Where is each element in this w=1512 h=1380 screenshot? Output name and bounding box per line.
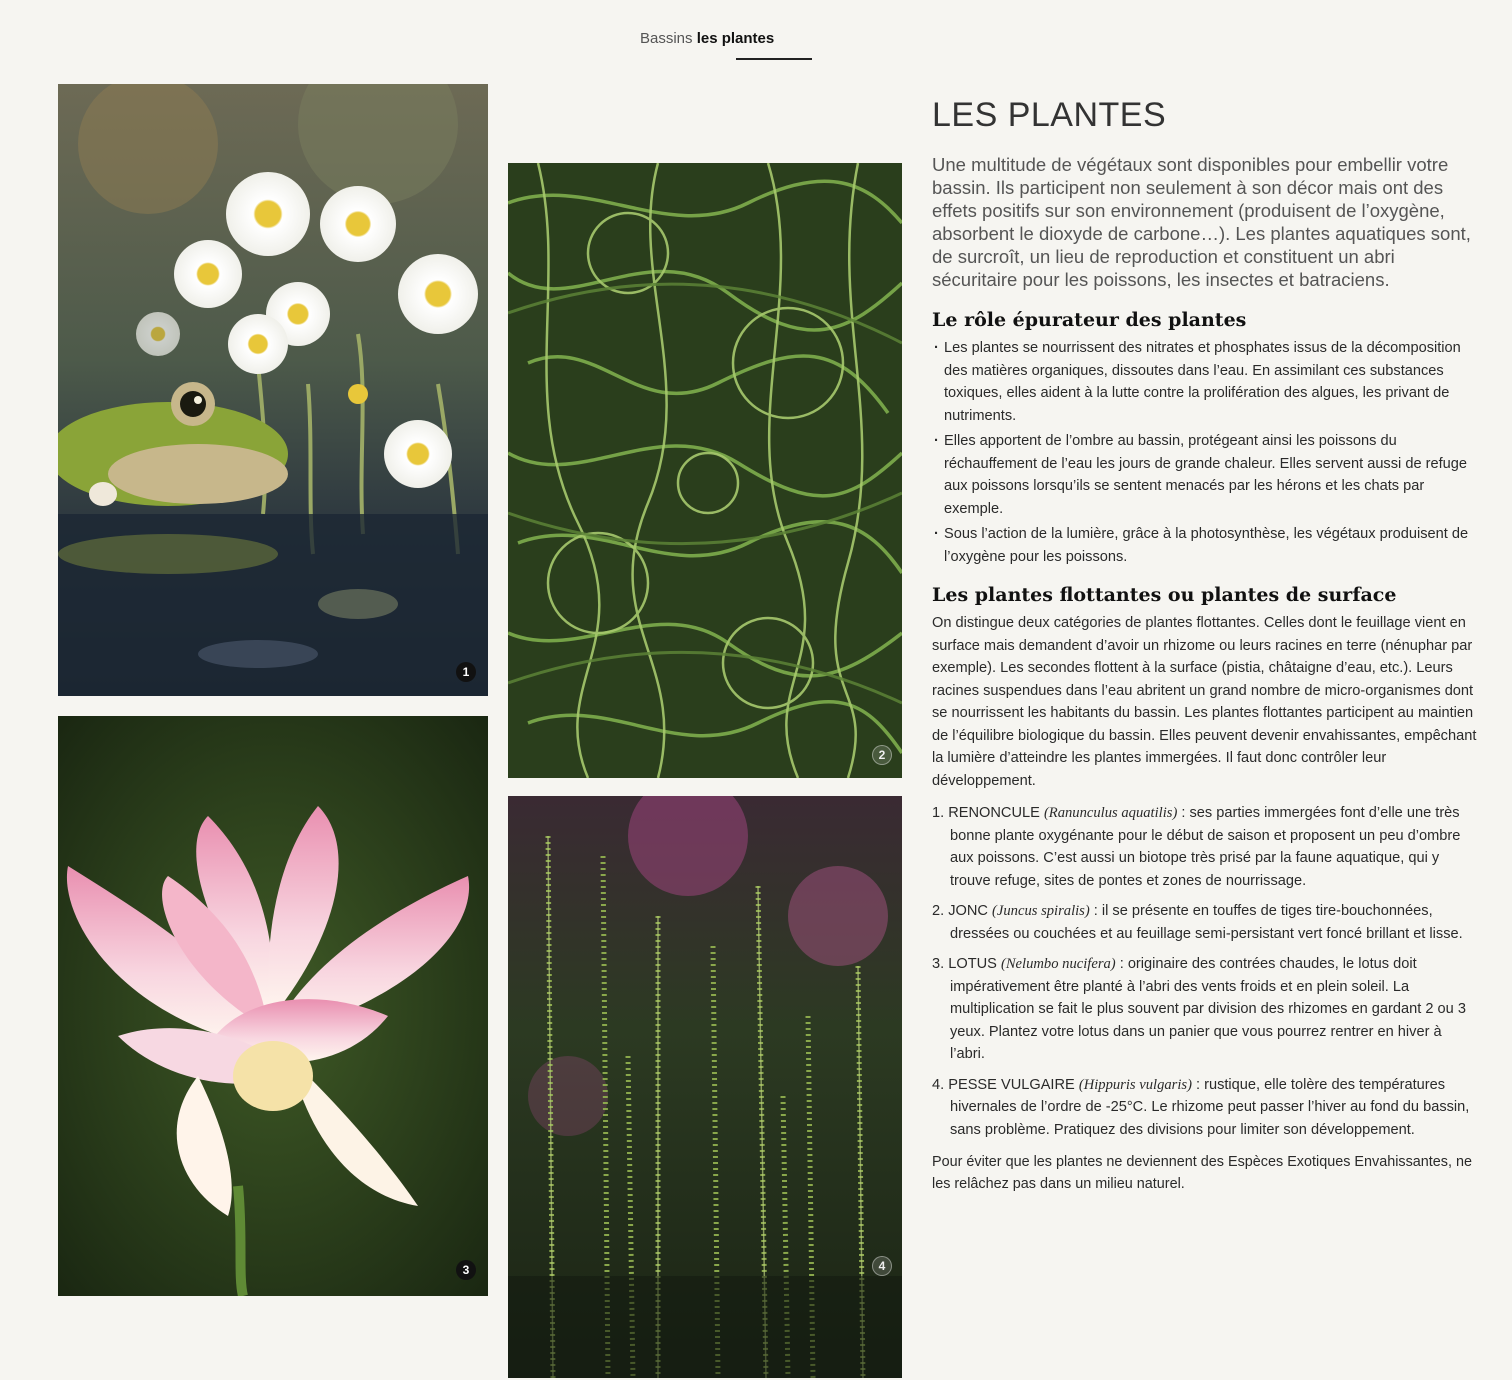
photo-spiral-rush xyxy=(508,163,902,778)
plant-description: : ses parties immergées font d’elle une très bonne plante oxygénante pour le début de saison et proposent un peu d’ombre aux poissons. C’est aussi un biotope très prisé par la faune aquatique, qui y trouve refuge, sites de pontes et zones de nourrissage. xyxy=(950,805,1461,889)
plant-entry-lotus xyxy=(932,953,1480,1066)
section-header xyxy=(640,30,900,47)
plant-number: 1. xyxy=(932,805,945,821)
photo-number-badge: 1 xyxy=(456,662,476,682)
article xyxy=(932,96,1480,1195)
header-section: Bassins xyxy=(640,30,693,47)
plant-latin-name: (Nelumbo nucifera) xyxy=(1000,956,1116,972)
header-underline xyxy=(736,58,812,60)
plant-number: 4. xyxy=(932,1076,945,1093)
purifying-role-list xyxy=(932,337,1480,568)
list-item: · Elles apportent de l’ombre au bassin, protégeant ainsi les poissons du réchauffement de l’eau les jours de grande chaleur. Elles servent aussi de refuge aux poissons lorsqu’ils se sentent menacés par les hérons et les chats par exemple. xyxy=(932,430,1480,520)
plant-latin-name: (Ranunculus aquatilis) xyxy=(1043,805,1178,821)
plant-latin-name: (Juncus spiralis) xyxy=(992,903,1090,919)
section-heading-purifying-role: Le rôle épurateur des plantes xyxy=(932,309,1247,331)
plant-entry-renoncule xyxy=(932,802,1480,892)
photo-number-badge: 4 xyxy=(872,1256,892,1276)
plant-description: : il se présente en touffes de tiges tire-bouchonnées, dressées ou couchées et au feuillage semi-persistant vert foncé brillant et lisse. xyxy=(950,903,1463,942)
plant-number: 3. xyxy=(932,956,945,972)
photo-number-badge: 2 xyxy=(872,745,892,765)
photo-lotus-image xyxy=(58,716,488,1296)
plant-entry-pesse xyxy=(932,1074,1480,1142)
plant-name: LOTUS xyxy=(948,956,997,972)
photo-number-badge: 3 xyxy=(456,1260,476,1280)
floating-plants-paragraph: On distingue deux catégories de plantes flottantes. Celles dont le feuillage vient en surface mais demandent d’avoir un rhizome ou leurs racines en terre (nénuphar par exemple). Les secondes flottent à la surface (pistia, châtaigne d’eau, etc.). Leurs racines suspendues dans l’eau abritent un grand nombre de micro-organismes dont se nourrissent les habitants du bassin. Les plantes flottantes participent au maintien de l’équilibre biologique du bassin. Elles peuvent devenir envahissantes, empêchant la lumière d’atteindre les plantes immergées. Il faut donc contrôler leur développement. xyxy=(932,615,1477,789)
plant-description: : originaire des contrées chaudes, le lotus doit impérativement être planté à l’abri des vents froids et en plein soleil. La multiplication se fait le plus souvent par division des rhizomes en gardant 2 ou 3 yeux. Plantez votre lotus dans un panier que vous pourrez rentrer en hiver à l’abri. xyxy=(950,956,1466,1062)
footnote: Pour éviter que les plantes ne deviennent des Espèces Exotiques Envahissantes, ne les relâchez pas dans un milieu naturel. xyxy=(932,1154,1472,1192)
photo-frog-buttercup xyxy=(58,84,488,696)
photo-spiral-rush-image xyxy=(508,163,902,778)
header-topic: les plantes xyxy=(696,30,775,47)
list-item: · Les plantes se nourrissent des nitrates et phosphates issus de la décomposition des matières organiques, dissoutes dans l’eau. En assimilant ces substances toxiques, elles aident à la lutte contre la prolifération des algues, les privant de nutriments. xyxy=(932,337,1480,427)
photo-frog-buttercup-image xyxy=(58,84,488,696)
list-item: · Sous l’action de la lumière, grâce à la photosynthèse, les végétaux produisent de l’oxygène pour les poissons. xyxy=(932,523,1480,568)
plant-entry-jonc xyxy=(932,900,1480,945)
plant-list xyxy=(932,802,1480,1141)
photo-mares-tail xyxy=(508,796,902,1378)
photo-mares-tail-image xyxy=(508,796,902,1378)
plant-latin-name: (Hippuris vulgaris) xyxy=(1078,1076,1192,1093)
plant-name: RENONCULE xyxy=(948,805,1040,821)
plant-description: : rustique, elle tolère des températures hivernales de l’ordre de -25°C. Le rhizome peut passer l’hiver au fond du bassin, sans problème. Pratiquez des divisions pour limiter son développement. xyxy=(950,1076,1470,1138)
article-title: LES PLANTES xyxy=(932,96,1167,134)
section-heading-floating-plants: Les plantes flottantes ou plantes de surface xyxy=(932,584,1397,606)
photo-lotus xyxy=(58,716,488,1296)
plant-name: PESSE VULGAIRE xyxy=(948,1076,1075,1093)
article-intro: Une multitude de végétaux sont disponibles pour embellir votre bassin. Ils participent non seulement à son décor mais ont des effets positifs sur son environnement (produisent de l’oxygène, absorbent le dioxyde de carbone…). Les plantes aquatiques sont, de surcroît, un lieu de reproduction et constituent un abri sécuritaire pour les poissons, les insectes et batraciens. xyxy=(932,154,1471,290)
plant-name: JONC xyxy=(948,903,988,919)
plant-number: 2. xyxy=(932,903,945,919)
